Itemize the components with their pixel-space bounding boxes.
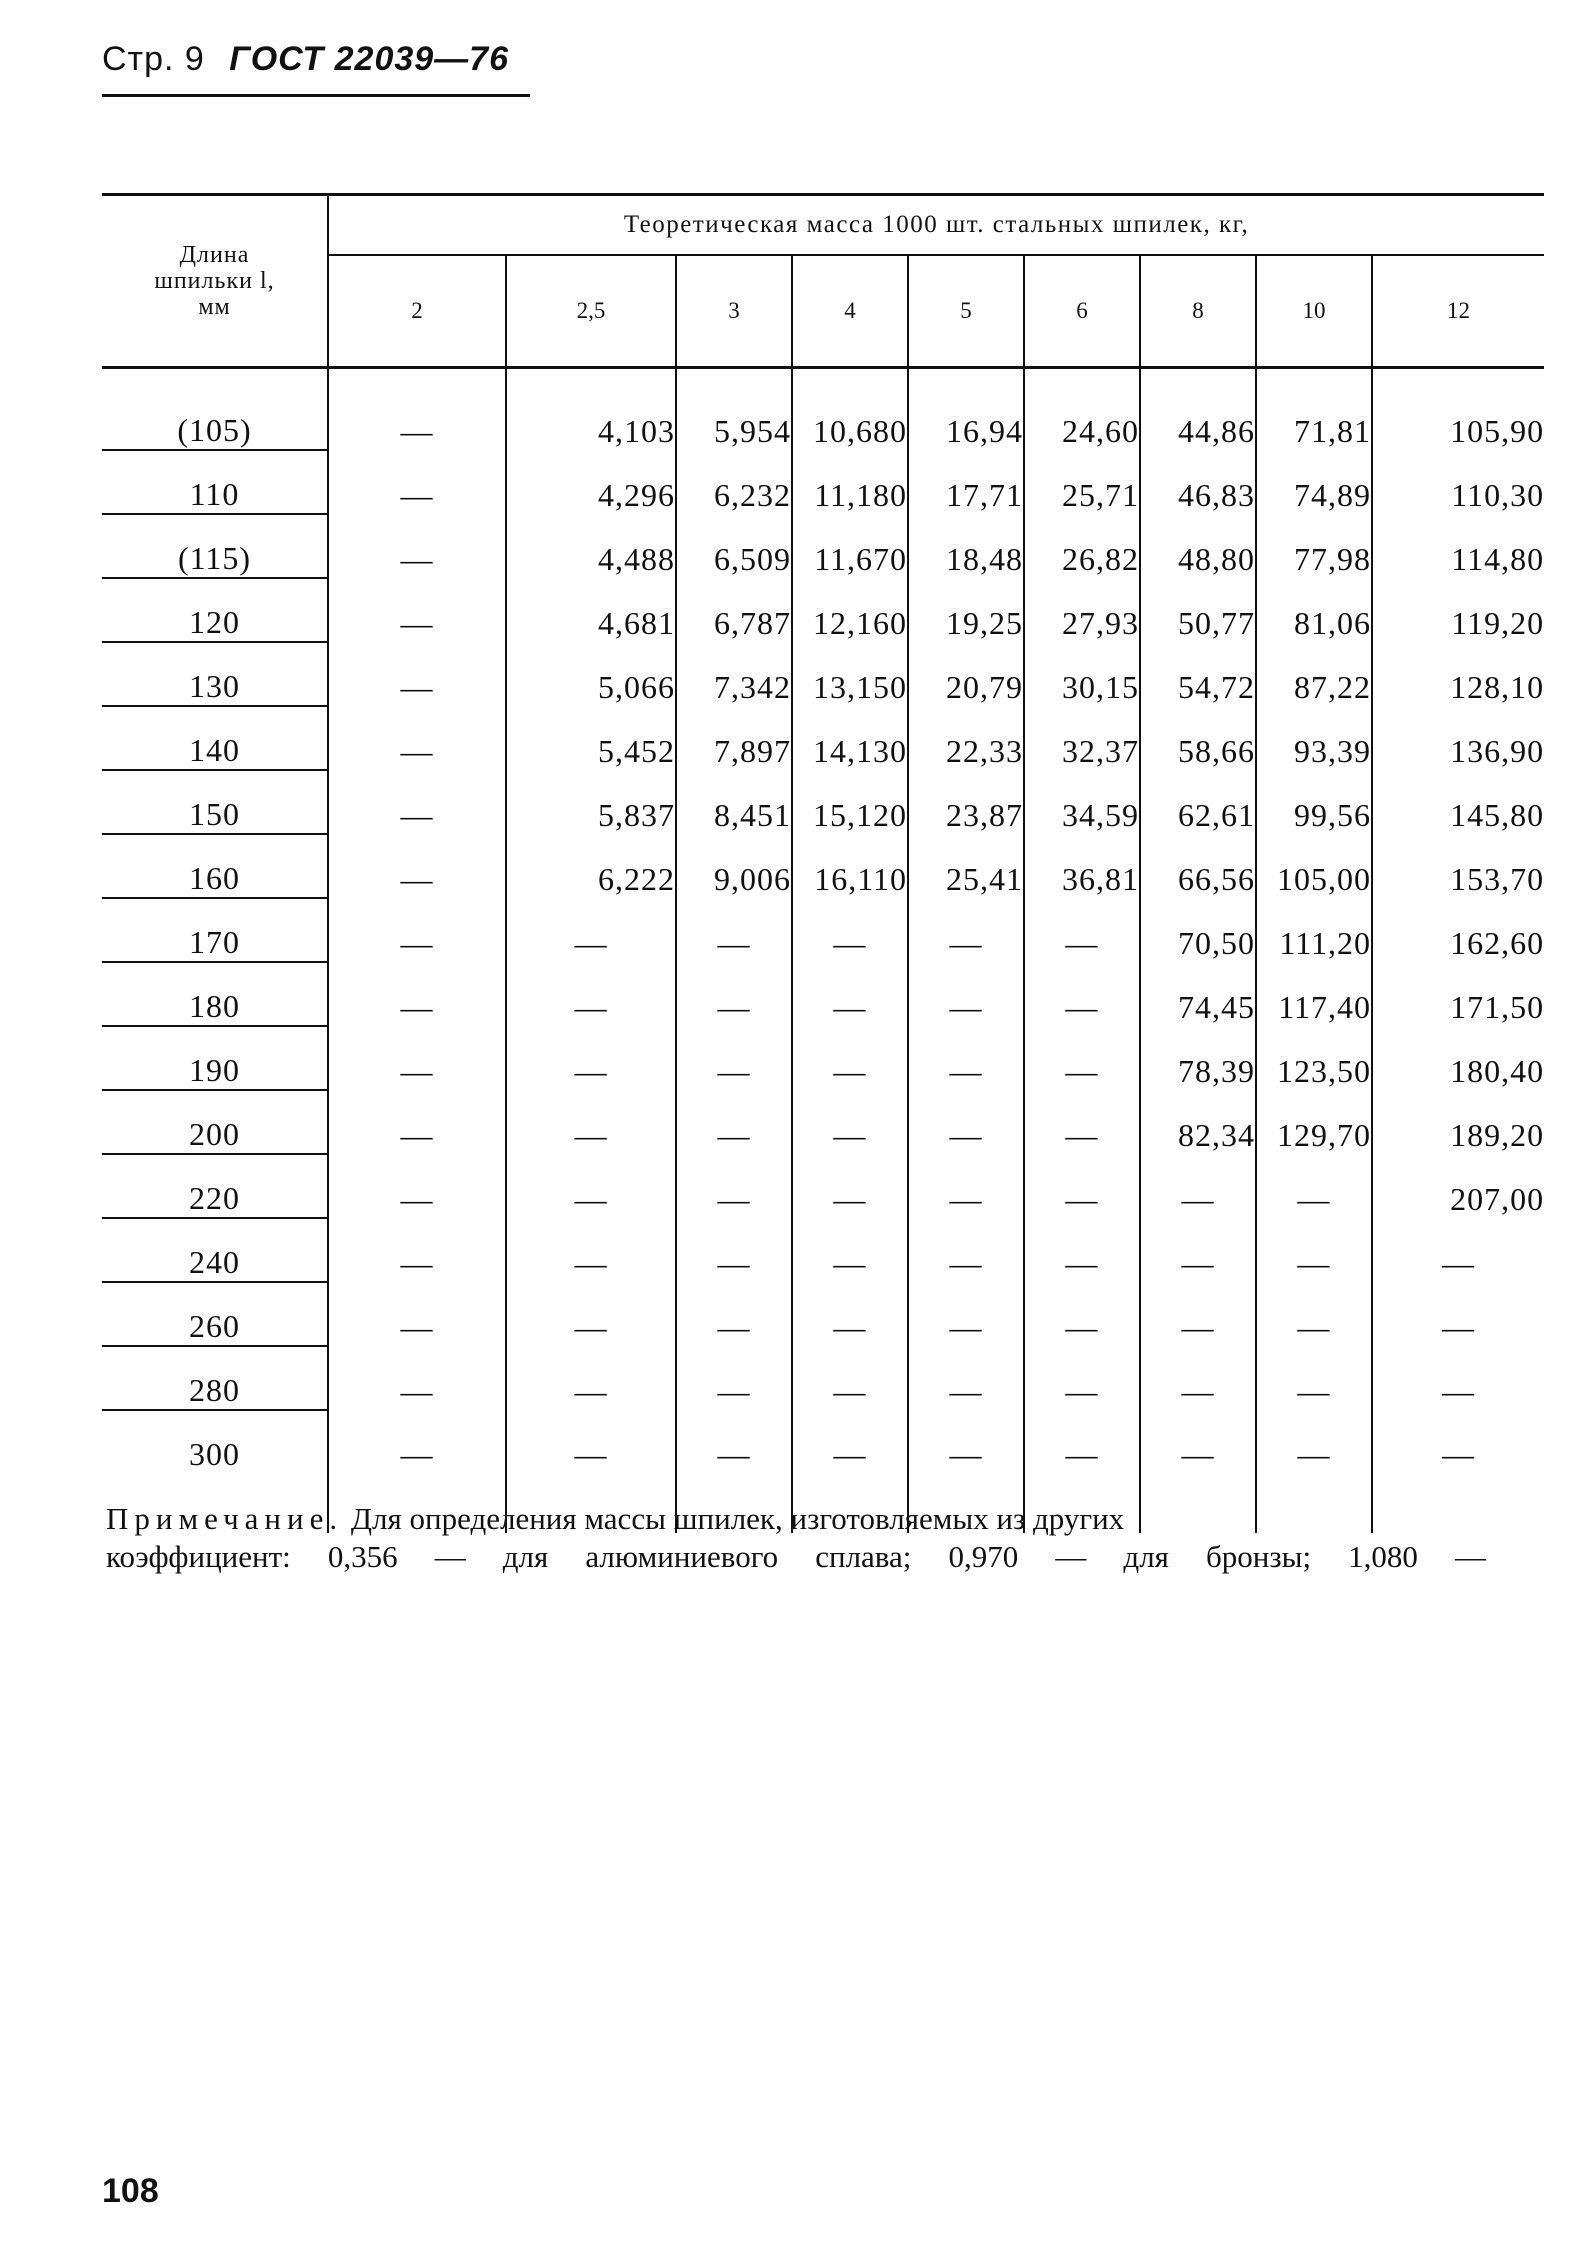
- mass-cell: 153,70: [1450, 861, 1545, 897]
- mass-cell: 87,22: [1256, 642, 1372, 706]
- mass-cell: 180,40: [1450, 1053, 1545, 1089]
- table-row: [102, 1154, 1544, 1218]
- length-cell: (105): [102, 368, 328, 451]
- mass-cell: 16,110: [792, 834, 908, 898]
- length-cell: 110: [102, 450, 328, 514]
- mass-cell: 48,80: [1140, 514, 1256, 578]
- table-row: [102, 1090, 1544, 1154]
- mass-cell: —: [908, 898, 1024, 962]
- mass-cell: —: [328, 368, 506, 451]
- length-cell: 190: [102, 1026, 328, 1090]
- note-line2: коэффициент: 0,356 — для алюминиевого сплава; 0,970 — для бронзы; 1,080 —: [106, 1539, 1486, 1574]
- mass-cell: —: [328, 898, 506, 962]
- mass-cell: 19,25: [908, 578, 1024, 642]
- mass-cell: —: [908, 1026, 1024, 1090]
- mass-cell: —: [1024, 1282, 1140, 1346]
- mass-cell: —: [506, 1218, 676, 1282]
- mass-cell: —: [908, 1410, 1024, 1473]
- mass-cell: —: [792, 1346, 908, 1410]
- mass-cell: 14,130: [792, 706, 908, 770]
- mass-cell: 9,006: [676, 834, 792, 898]
- mass-cell: 5,066: [506, 642, 676, 706]
- diameter-header: 6: [1024, 255, 1140, 368]
- mass-cell: —: [506, 1346, 676, 1410]
- mass-cell: 8,451: [676, 770, 792, 834]
- mass-cell: 25,41: [908, 834, 1024, 898]
- mass-cell: 24,60: [1024, 368, 1140, 451]
- mass-cell: 119,20: [1451, 605, 1545, 641]
- length-cell: 220: [102, 1154, 328, 1218]
- length-cell: 130: [102, 642, 328, 706]
- mass-cell: —: [1024, 1346, 1140, 1410]
- mass-cell: —: [676, 898, 792, 962]
- mass-cell: 6,787: [676, 578, 792, 642]
- mass-cell: —: [792, 962, 908, 1026]
- mass-cell: —: [506, 898, 676, 962]
- mass-cell: —: [328, 962, 506, 1026]
- mass-cell: —: [1024, 1410, 1140, 1473]
- mass-cell: 171,50: [1450, 989, 1545, 1025]
- mass-cell: —: [328, 1026, 506, 1090]
- mass-cell: —: [328, 1090, 506, 1154]
- mass-cell: 66,56: [1140, 834, 1256, 898]
- table-row: [102, 1410, 1544, 1473]
- mass-cell: 62,61: [1140, 770, 1256, 834]
- mass-cell: —: [1256, 1218, 1372, 1282]
- mass-cell: —: [1442, 1309, 1476, 1345]
- mass-cell: —: [328, 578, 506, 642]
- mass-cell: 17,71: [908, 450, 1024, 514]
- mass-cell: —: [506, 1154, 676, 1218]
- mass-cell: 23,87: [908, 770, 1024, 834]
- mass-cell: —: [1024, 962, 1140, 1026]
- table-row: [102, 642, 1544, 706]
- mass-cell: —: [328, 1410, 506, 1473]
- mass-cell: 7,342: [676, 642, 792, 706]
- mass-cell: —: [1256, 1282, 1372, 1346]
- page-header: [102, 40, 509, 79]
- mass-cell: —: [328, 706, 506, 770]
- mass-cell: —: [792, 898, 908, 962]
- mass-cell: —: [792, 1282, 908, 1346]
- mass-cell: —: [1024, 898, 1140, 962]
- mass-cell: —: [676, 962, 792, 1026]
- diameter-header: 2: [328, 255, 506, 368]
- mass-cell: 5,452: [506, 706, 676, 770]
- header-underline: [102, 94, 530, 97]
- mass-table: [102, 193, 1544, 1533]
- mass-cell: —: [908, 1218, 1024, 1282]
- standard-code: ГОСТ 22039—76: [229, 40, 510, 78]
- table-row: [102, 1346, 1544, 1410]
- mass-cell: 117,40: [1256, 962, 1372, 1026]
- mass-cell: —: [328, 514, 506, 578]
- length-cell: 150: [102, 770, 328, 834]
- mass-cell: 74,89: [1256, 450, 1372, 514]
- mass-cell: —: [676, 1282, 792, 1346]
- mass-cell: 30,15: [1024, 642, 1140, 706]
- mass-cell: —: [328, 1218, 506, 1282]
- mass-cell: —: [676, 1410, 792, 1473]
- table-row: [102, 514, 1544, 578]
- mass-cell: 129,70: [1256, 1090, 1372, 1154]
- mass-cell: 123,50: [1256, 1026, 1372, 1090]
- length-cell: 140: [102, 706, 328, 770]
- mass-cell: 5,954: [676, 368, 792, 451]
- mass-cell: 105,90: [1450, 413, 1545, 449]
- mass-cell: 36,81: [1024, 834, 1140, 898]
- mass-cell: 20,79: [908, 642, 1024, 706]
- mass-cell: —: [328, 1282, 506, 1346]
- mass-cell: 26,82: [1024, 514, 1140, 578]
- mass-cell: 16,94: [908, 368, 1024, 451]
- mass-cell: —: [1024, 1154, 1140, 1218]
- mass-cell: 81,06: [1256, 578, 1372, 642]
- mass-group-header: Теоретическая масса 1000 шт. стальных шпилек, кг,: [328, 195, 1544, 256]
- mass-cell: —: [1024, 1026, 1140, 1090]
- table-row: [102, 578, 1544, 642]
- mass-cell: 46,83: [1140, 450, 1256, 514]
- mass-cell: 10,680: [792, 368, 908, 451]
- mass-cell: —: [792, 1410, 908, 1473]
- table-body: [102, 368, 1544, 1534]
- mass-cell: —: [1140, 1154, 1256, 1218]
- diameter-header: 8: [1140, 255, 1256, 368]
- mass-cell: —: [676, 1154, 792, 1218]
- mass-cell: 22,33: [908, 706, 1024, 770]
- mass-cell: —: [676, 1218, 792, 1282]
- mass-cell: 145,80: [1450, 797, 1545, 833]
- diameter-header: 12: [1447, 298, 1471, 323]
- mass-cell: 77,98: [1256, 514, 1372, 578]
- mass-cell: —: [1256, 1410, 1372, 1473]
- mass-cell: 93,39: [1256, 706, 1372, 770]
- mass-cell: 70,50: [1140, 898, 1256, 962]
- page-number: 108: [102, 2172, 159, 2210]
- length-cell: 300: [102, 1410, 328, 1473]
- table-row: [102, 706, 1544, 770]
- note-lead: Примечание.: [106, 1501, 344, 1536]
- mass-cell: —: [1140, 1218, 1256, 1282]
- length-column-header: Длина шпильки l, мм: [102, 195, 328, 368]
- length-cell: 240: [102, 1218, 328, 1282]
- mass-cell: 128,10: [1450, 669, 1545, 705]
- table-row: [102, 898, 1544, 962]
- mass-cell: —: [1442, 1436, 1476, 1472]
- mass-cell: 27,93: [1024, 578, 1140, 642]
- mass-cell: 58,66: [1140, 706, 1256, 770]
- length-cell: 260: [102, 1282, 328, 1346]
- mass-cell: —: [1442, 1245, 1476, 1281]
- diameter-header: 4: [792, 255, 908, 368]
- mass-cell: —: [908, 962, 1024, 1026]
- mass-cell: —: [1140, 1410, 1256, 1473]
- mass-cell: —: [676, 1090, 792, 1154]
- length-cell: 280: [102, 1346, 328, 1410]
- mass-cell: —: [506, 1410, 676, 1473]
- mass-cell: 18,48: [908, 514, 1024, 578]
- length-cell: (115): [102, 514, 328, 578]
- mass-cell: 13,150: [792, 642, 908, 706]
- table-row: [102, 368, 1544, 451]
- mass-cell: 71,81: [1256, 368, 1372, 451]
- mass-cell: 74,45: [1140, 962, 1256, 1026]
- mass-cell: 12,160: [792, 578, 908, 642]
- mass-cell: —: [328, 834, 506, 898]
- mass-cell: 11,180: [792, 450, 908, 514]
- mass-cell: —: [792, 1218, 908, 1282]
- length-cell: 180: [102, 962, 328, 1026]
- mass-cell: —: [1140, 1346, 1256, 1410]
- mass-cell: —: [506, 1026, 676, 1090]
- group-header-row: [102, 195, 1544, 256]
- mass-cell: 111,20: [1256, 898, 1372, 962]
- mass-cell: 105,00: [1256, 834, 1372, 898]
- mass-cell: 4,296: [506, 450, 676, 514]
- mass-cell: 4,488: [506, 514, 676, 578]
- mass-cell: —: [792, 1026, 908, 1090]
- mass-cell: 6,232: [676, 450, 792, 514]
- mass-cell: —: [908, 1154, 1024, 1218]
- table-row: [102, 770, 1544, 834]
- length-cell: 170: [102, 898, 328, 962]
- mass-cell: 189,20: [1450, 1117, 1545, 1153]
- length-cell: 160: [102, 834, 328, 898]
- note: [106, 1500, 1486, 1576]
- diameter-header: 2,5: [506, 255, 676, 368]
- mass-cell: 6,509: [676, 514, 792, 578]
- mass-cell: —: [1442, 1373, 1476, 1409]
- table-row: [102, 1218, 1544, 1282]
- mass-cell: —: [328, 1346, 506, 1410]
- length-cell: 120: [102, 578, 328, 642]
- mass-cell: —: [506, 1282, 676, 1346]
- mass-cell: 7,897: [676, 706, 792, 770]
- mass-cell: 25,71: [1024, 450, 1140, 514]
- mass-cell: —: [328, 450, 506, 514]
- diameter-header: 5: [908, 255, 1024, 368]
- table-row: [102, 450, 1544, 514]
- mass-cell: —: [908, 1090, 1024, 1154]
- mass-cell: 32,37: [1024, 706, 1140, 770]
- diameter-header: 3: [676, 255, 792, 368]
- length-cell: 200: [102, 1090, 328, 1154]
- mass-cell: —: [1024, 1090, 1140, 1154]
- mass-cell: —: [1024, 1218, 1140, 1282]
- mass-cell: —: [676, 1346, 792, 1410]
- mass-cell: —: [1256, 1346, 1372, 1410]
- mass-cell: 78,39: [1140, 1026, 1256, 1090]
- mass-cell: —: [908, 1282, 1024, 1346]
- mass-cell: —: [506, 1090, 676, 1154]
- mass-cell: —: [1256, 1154, 1372, 1218]
- mass-cell: —: [676, 1026, 792, 1090]
- mass-cell: 162,60: [1450, 925, 1545, 961]
- table-row: [102, 1282, 1544, 1346]
- mass-cell: —: [328, 642, 506, 706]
- mass-cell: —: [328, 1154, 506, 1218]
- mass-cell: 110,30: [1451, 477, 1545, 513]
- mass-cell: —: [792, 1154, 908, 1218]
- table-row: [102, 1026, 1544, 1090]
- mass-cell: —: [328, 770, 506, 834]
- mass-cell: 4,681: [506, 578, 676, 642]
- mass-cell: 136,90: [1450, 733, 1545, 769]
- mass-cell: 207,00: [1450, 1181, 1545, 1217]
- mass-cell: 54,72: [1140, 642, 1256, 706]
- diameter-header: 10: [1256, 255, 1372, 368]
- table-row: [102, 834, 1544, 898]
- mass-cell: 50,77: [1140, 578, 1256, 642]
- note-line1: Для определения массы шпилек, изготовляемых из других: [350, 1501, 1125, 1536]
- mass-cell: —: [908, 1346, 1024, 1410]
- mass-cell: 114,80: [1451, 541, 1545, 577]
- mass-cell: —: [1140, 1282, 1256, 1346]
- mass-cell: 82,34: [1140, 1090, 1256, 1154]
- mass-cell: 5,837: [506, 770, 676, 834]
- mass-cell: 6,222: [506, 834, 676, 898]
- mass-cell: 11,670: [792, 514, 908, 578]
- mass-cell: 34,59: [1024, 770, 1140, 834]
- mass-cell: —: [506, 962, 676, 1026]
- mass-cell: 99,56: [1256, 770, 1372, 834]
- mass-cell: 44,86: [1140, 368, 1256, 451]
- mass-cell: —: [792, 1090, 908, 1154]
- table-row: [102, 962, 1544, 1026]
- mass-cell: 15,120: [792, 770, 908, 834]
- mass-cell: 4,103: [506, 368, 676, 451]
- page-label: Стр. 9: [102, 40, 205, 78]
